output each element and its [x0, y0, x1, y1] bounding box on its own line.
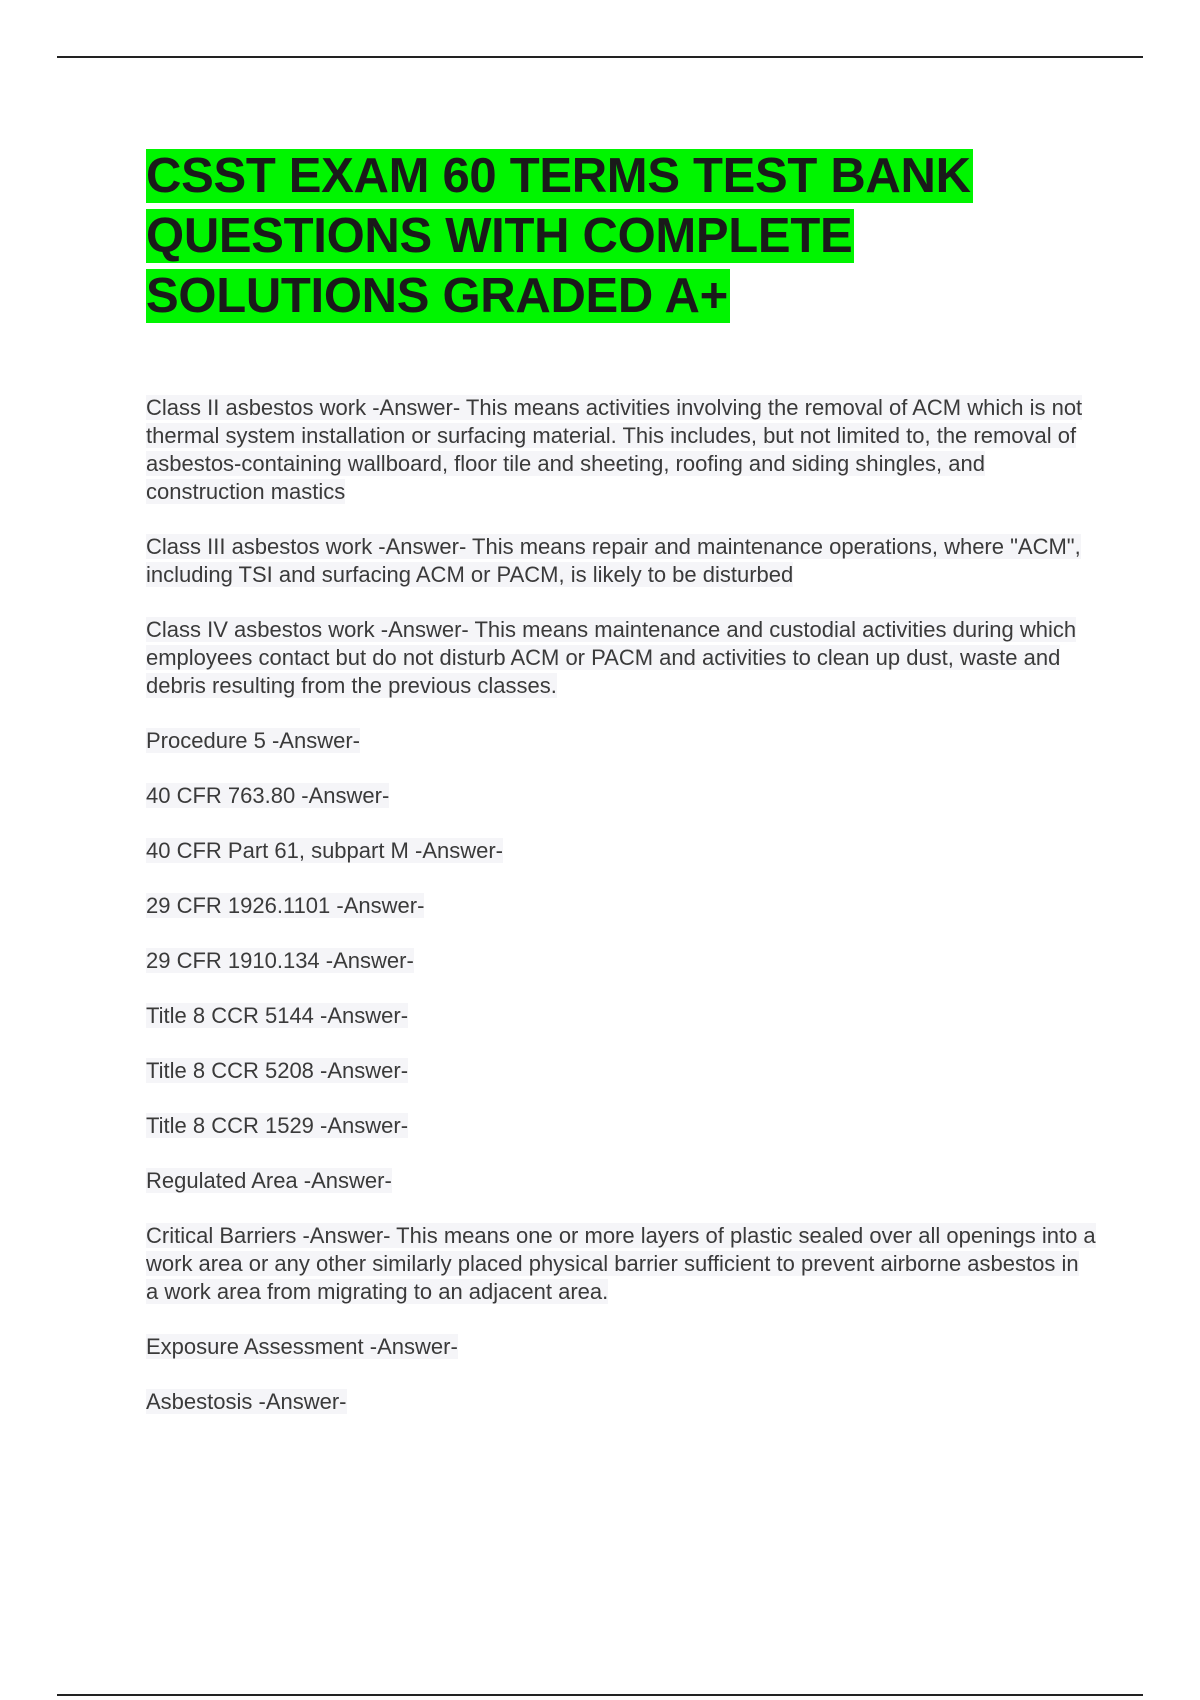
- term-entry-29-cfr-1926: 29 CFR 1926.1101 -Answer-: [146, 893, 425, 918]
- term-entry-40-cfr-61: 40 CFR Part 61, subpart M -Answer-: [146, 838, 504, 863]
- document-title: [146, 146, 1096, 326]
- term-entry-class-iii: Class III asbestos work -Answer- This means repair and maintenance operations, where "ACM", including TSI and surfacing ACM or PACM, is likely to be disturbed: [146, 534, 1081, 587]
- term-entry-title8-5208: Title 8 CCR 5208 -Answer-: [146, 1058, 409, 1083]
- document-body: [146, 146, 1096, 1443]
- term-entry-title8-5144: Title 8 CCR 5144 -Answer-: [146, 1003, 409, 1028]
- term-entry-regulated-area: Regulated Area -Answer-: [146, 1168, 392, 1193]
- term-entry-29-cfr-1910: 29 CFR 1910.134 -Answer-: [146, 948, 414, 973]
- bottom-rule: [57, 1694, 1143, 1696]
- term-entry-asbestosis: Asbestosis -Answer-: [146, 1389, 347, 1414]
- term-entry-title8-1529: Title 8 CCR 1529 -Answer-: [146, 1113, 409, 1138]
- term-entry-exposure-assessment: Exposure Assessment -Answer-: [146, 1334, 458, 1359]
- term-list: [146, 394, 1096, 1416]
- term-entry-class-ii: Class II asbestos work -Answer- This means activities involving the removal of ACM which is not thermal system installation or surfacing material. This includes, but not limited to, the removal of asbestos-containing wallboard, floor tile and sheeting, roofing and siding shingles, and construction mastics: [146, 395, 1083, 504]
- term-entry-critical-barriers: Critical Barriers -Answer- This means one or more layers of plastic sealed over all openings into a work area or any other similarly placed physical barrier sufficient to prevent airborne asbestos in a work area from migrating to an adjacent area.: [146, 1223, 1096, 1304]
- term-entry-40-cfr-763: 40 CFR 763.80 -Answer-: [146, 783, 390, 808]
- term-entry-class-iv: Class IV asbestos work -Answer- This means maintenance and custodial activities during which employees contact but do not disturb ACM or PACM and activities to clean up dust, waste and debris resulting from the previous classes.: [146, 617, 1077, 698]
- top-rule: [57, 56, 1143, 58]
- term-entry-procedure-5: Procedure 5 -Answer-: [146, 728, 360, 753]
- document-title-text: CSST EXAM 60 TERMS TEST BANK QUESTIONS WITH COMPLETE SOLUTIONS GRADED A+: [146, 149, 971, 323]
